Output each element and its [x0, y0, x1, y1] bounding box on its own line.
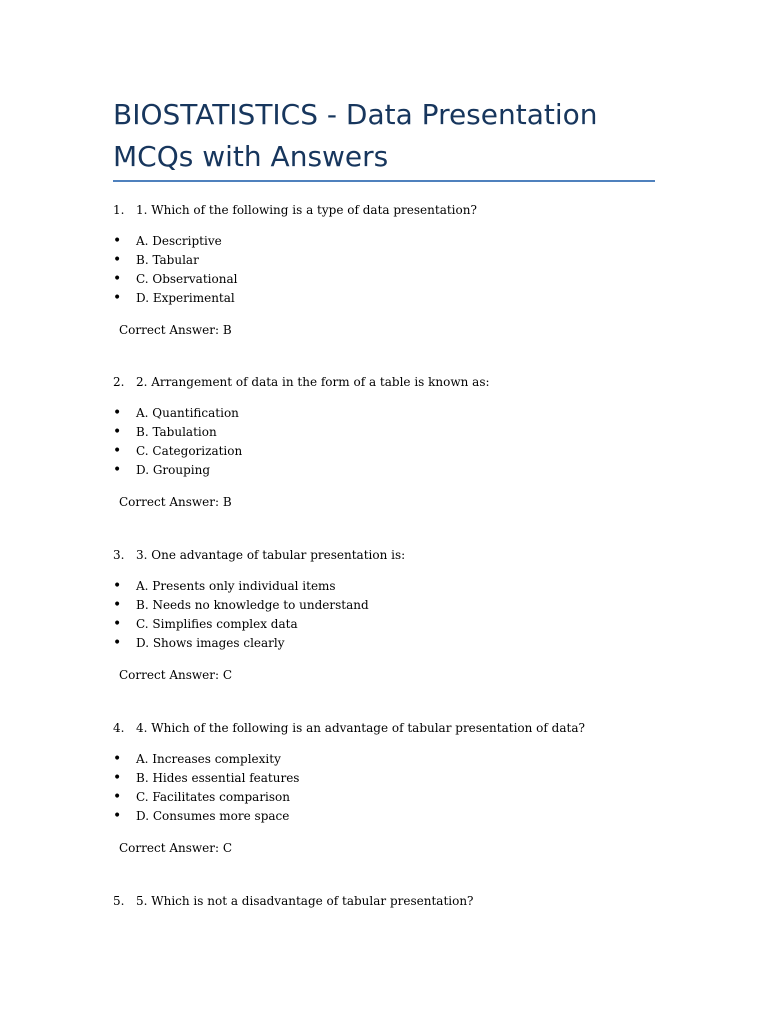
correct-answer: Correct Answer: B — [119, 495, 232, 509]
option-item — [113, 289, 673, 308]
question-text: 5. Which is not a disadvantage of tabular presentation? — [136, 894, 474, 908]
option-text: D. Shows images clearly — [136, 636, 285, 650]
option-item — [113, 577, 673, 596]
question-number: 1. — [113, 203, 125, 217]
options-list — [113, 232, 673, 308]
option-text: C. Simplifies complex data — [136, 617, 298, 631]
correct-answer: Correct Answer: C — [119, 841, 233, 855]
option-text: A. Descriptive — [136, 234, 222, 248]
option-item — [113, 634, 673, 653]
question-1 — [113, 201, 673, 339]
bullet-icon: • — [113, 405, 122, 421]
option-text: D. Consumes more space — [136, 809, 290, 823]
bullet-icon: • — [113, 290, 122, 306]
question-3 — [113, 546, 673, 684]
question-number: 4. — [113, 721, 125, 735]
correct-answer: Correct Answer: C — [119, 668, 233, 682]
bullet-icon: • — [113, 635, 122, 651]
option-text: A. Presents only individual items — [136, 579, 336, 593]
question-4 — [113, 719, 673, 857]
question-line — [113, 719, 673, 737]
option-text: A. Increases complexity — [136, 752, 281, 766]
question-text: 1. Which of the following is a type of data presentation? — [136, 203, 477, 217]
question-2 — [113, 373, 673, 511]
document-title: BIOSTATISTICS - Data Presentation MCQs with Answers — [113, 98, 598, 173]
bullet-icon: • — [113, 271, 122, 287]
option-item — [113, 615, 673, 634]
bullet-icon: • — [113, 424, 122, 440]
question-text: 2. Arrangement of data in the form of a table is known as: — [136, 375, 490, 389]
option-item — [113, 270, 673, 289]
option-text: A. Quantification — [136, 406, 239, 420]
option-item — [113, 461, 673, 480]
option-item — [113, 769, 673, 788]
options-list — [113, 577, 673, 653]
bullet-icon: • — [113, 252, 122, 268]
question-line — [113, 373, 673, 391]
question-5 — [113, 892, 673, 910]
options-list — [113, 404, 673, 480]
option-text: C. Categorization — [136, 444, 243, 458]
option-item — [113, 596, 673, 615]
bullet-icon: • — [113, 751, 122, 767]
question-line — [113, 892, 673, 910]
question-number: 2. — [113, 375, 125, 389]
title-underline — [113, 180, 655, 182]
options-list — [113, 750, 673, 826]
option-item — [113, 423, 673, 442]
bullet-icon: • — [113, 233, 122, 249]
question-text: 3. One advantage of tabular presentation is: — [136, 548, 406, 562]
question-line — [113, 201, 673, 219]
option-item — [113, 750, 673, 769]
option-item — [113, 442, 673, 461]
bullet-icon: • — [113, 789, 122, 805]
bullet-icon: • — [113, 616, 122, 632]
bullet-icon: • — [113, 578, 122, 594]
option-item — [113, 232, 673, 251]
option-item — [113, 788, 673, 807]
option-text: B. Needs no knowledge to understand — [136, 598, 369, 612]
option-item — [113, 807, 673, 826]
option-text: D. Experimental — [136, 291, 235, 305]
question-number: 5. — [113, 894, 125, 908]
question-number: 3. — [113, 548, 125, 562]
option-item — [113, 251, 673, 270]
bullet-icon: • — [113, 770, 122, 786]
option-text: C. Observational — [136, 272, 238, 286]
correct-answer: Correct Answer: B — [119, 323, 232, 337]
option-text: B. Tabulation — [136, 425, 217, 439]
bullet-icon: • — [113, 462, 122, 478]
option-text: B. Tabular — [136, 253, 199, 267]
question-text: 4. Which of the following is an advantage of tabular presentation of data? — [136, 721, 585, 735]
question-line — [113, 546, 673, 564]
option-text: C. Facilitates comparison — [136, 790, 291, 804]
option-text: B. Hides essential features — [136, 771, 300, 785]
bullet-icon: • — [113, 443, 122, 459]
bullet-icon: • — [113, 597, 122, 613]
option-text: D. Grouping — [136, 463, 211, 477]
bullet-icon: • — [113, 808, 122, 824]
option-item — [113, 404, 673, 423]
